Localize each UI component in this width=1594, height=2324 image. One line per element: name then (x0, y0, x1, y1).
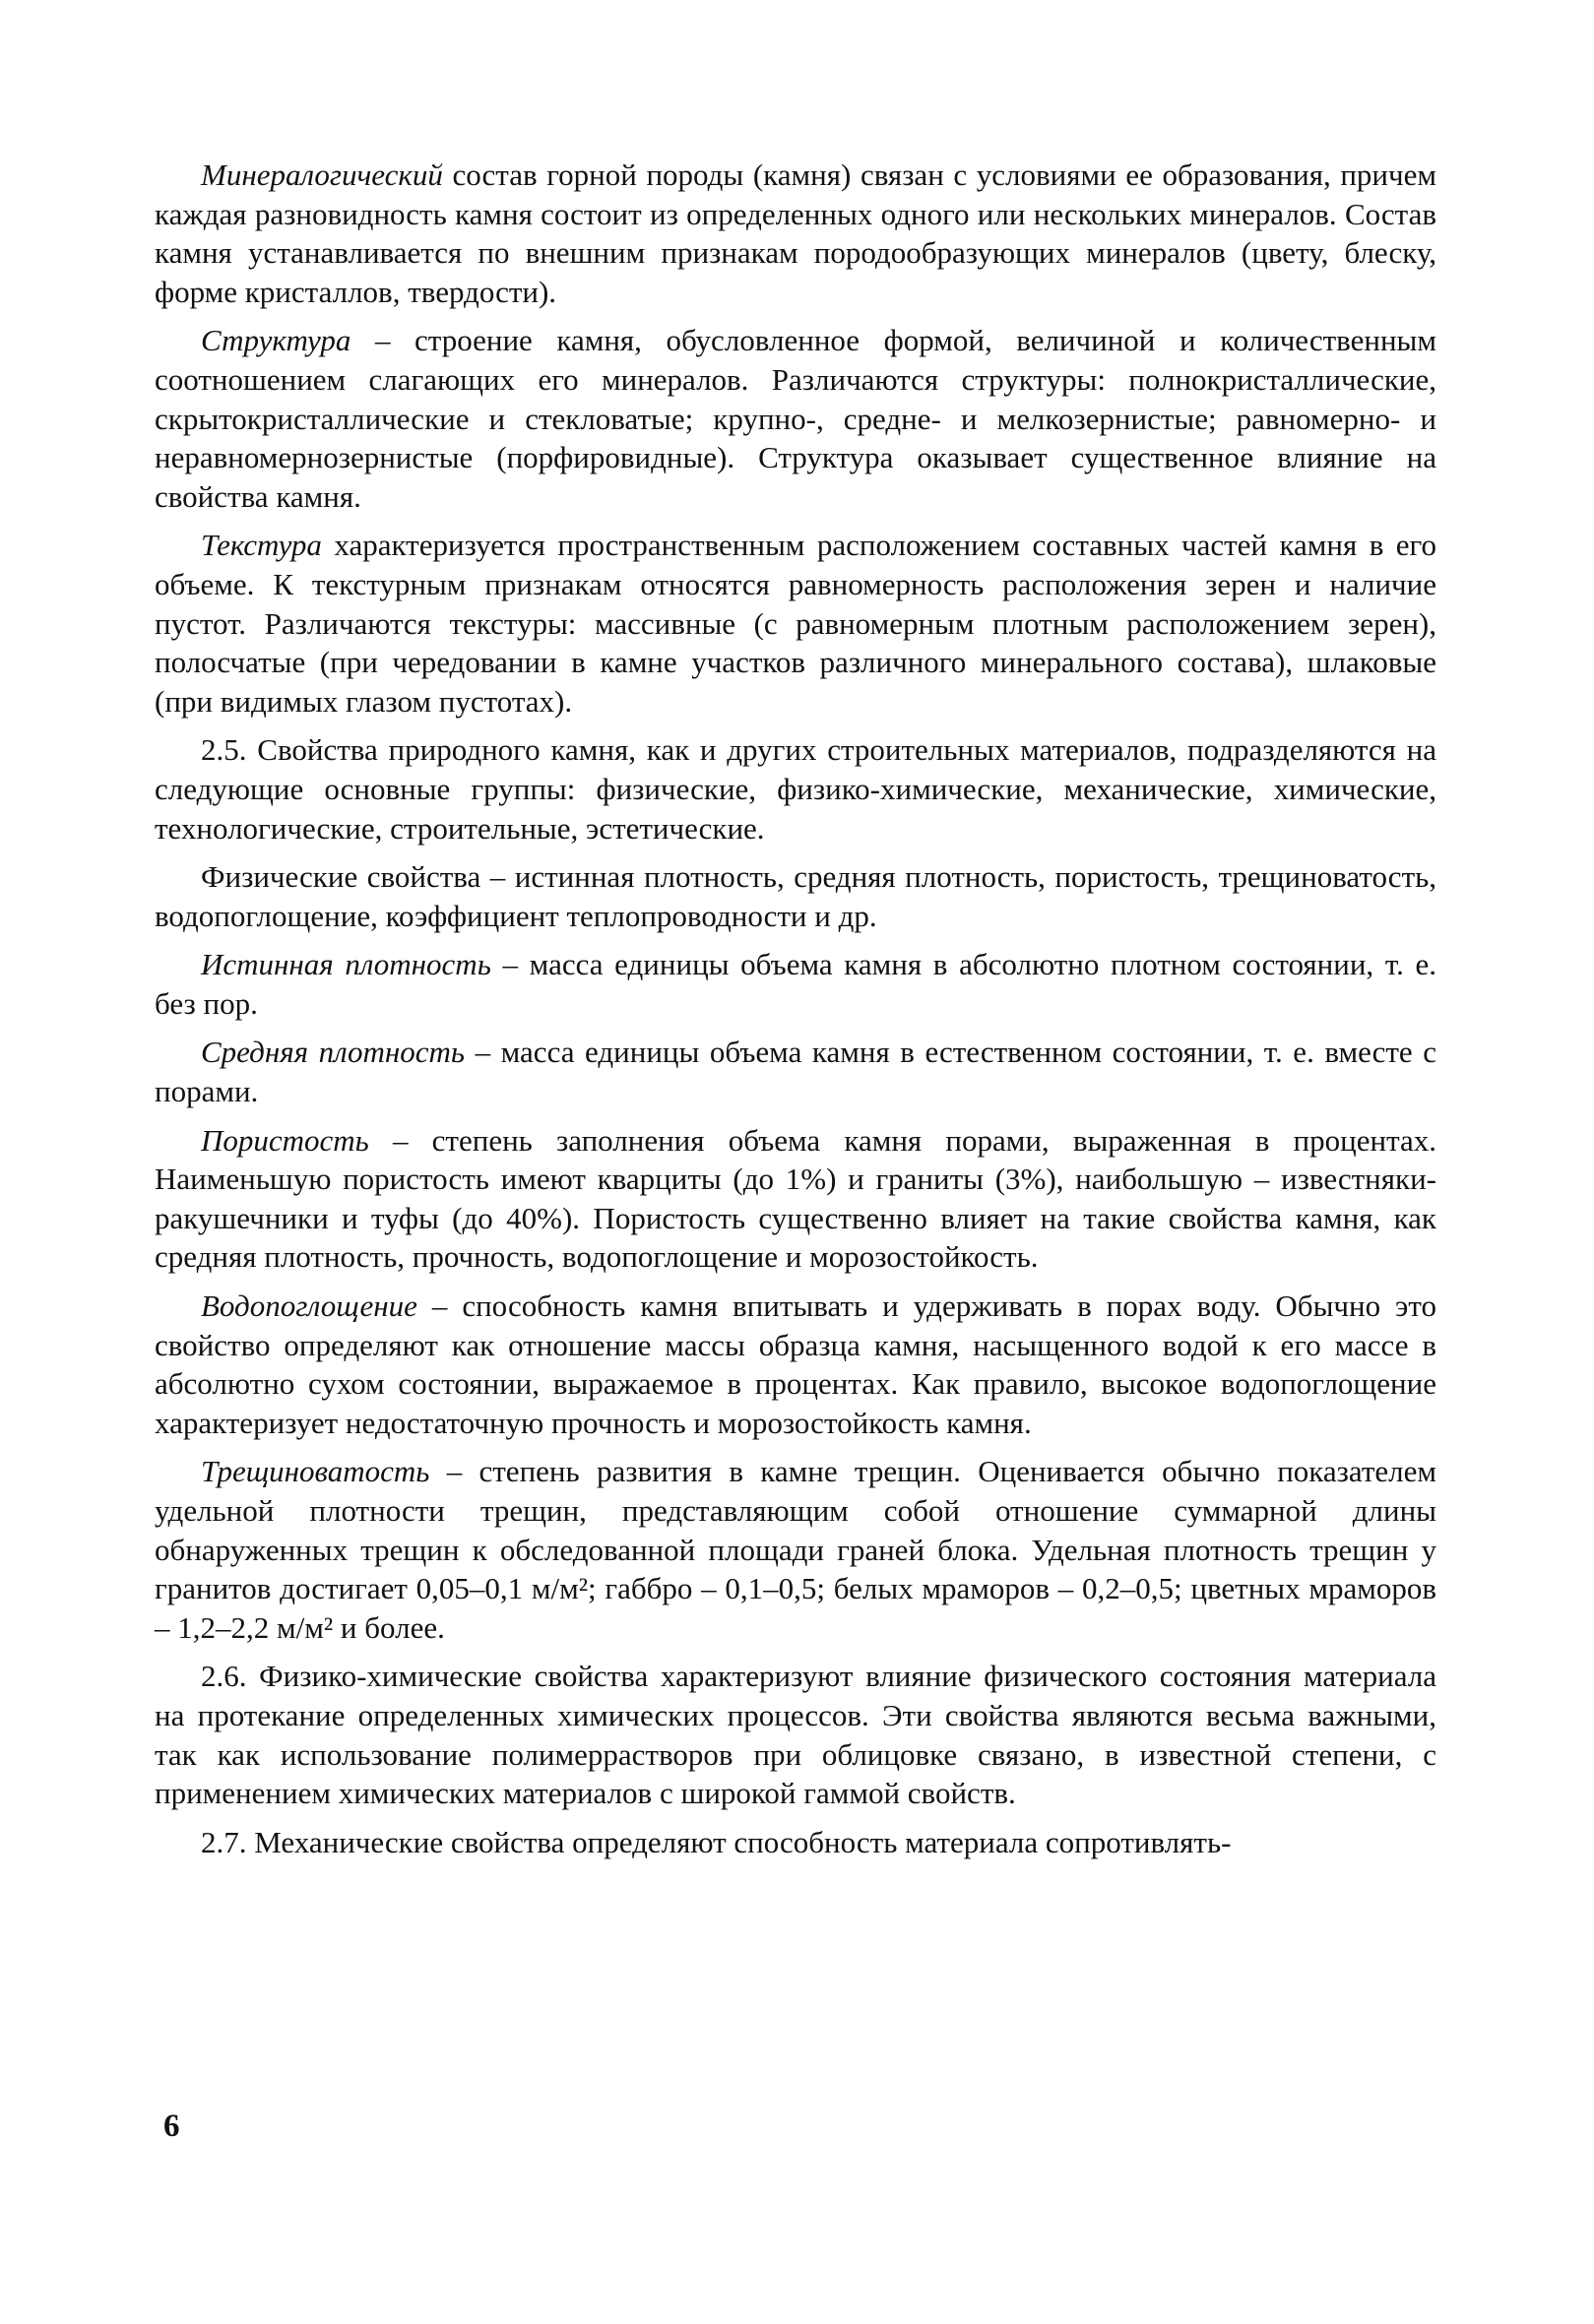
paragraph-text: 2.6. Физико-химические свойства характеризуют влияние физического состояния материала на протекание определенных химических процессов. Эти свойства являются весьма важными, так как использование полимеррастворов при облицовке связано, в известной степени, с применением химических материалов с широкой гаммой свойств. (155, 1659, 1436, 1811)
paragraph-porosity (155, 1121, 1436, 1277)
paragraph-text: – масса единицы объема камня в естественном состоянии, т. е. вместе с порами. (155, 1035, 1437, 1109)
paragraph-section-2-5 (155, 730, 1436, 848)
paragraph-average-density (155, 1033, 1436, 1110)
paragraph-physical-properties (155, 857, 1436, 935)
paragraph-text: – строение камня, обусловленное формой, величиной и количественным соотношением слагающих его минералов. Различаются структуры: полнокристаллические, скрытокристаллические и стекловатые; крупно-, средне- и мелкозернистые; равномерно- и неравномернозернистые (порфировидные). Структура оказывает существенное влияние на свойства камня. (155, 323, 1436, 514)
paragraph-text: – степень развития в камне трещин. Оценивается обычно показателем удельной плотности трещин, представляющим собой отношение суммарной длины обнаруженных трещин к обследованной площади граней блока. Удельная плотность трещин у гранитов достигает 0,05–0,1 м/м²; габбро – 0,1–0,5; белых мраморов – 0,2–0,5; цветных мраморов – 1,2–2,2 м/м² и более. (155, 1454, 1436, 1645)
paragraph-text: 2.7. Механические свойства определяют способность материала сопротивлять- (201, 1824, 1232, 1859)
paragraph-text: 2.5. Свойства природного камня, как и других строительных материалов, подразделяются на следующие основные группы: физические, физико-химические, механические, химические, технологические, строительные, эстетические. (155, 732, 1436, 846)
term-true-density: Истинная плотность (201, 947, 491, 982)
paragraph-text: состав горной породы (камня) связан с условиями ее образования, причем каждая разновидность камня состоит из определенных одного или нескольких минералов. Состав камня устанавливается по внешним признакам породообразующих минералов (цвету, блеску, форме кристаллов, твердости). (155, 157, 1436, 309)
term-structure: Структура (201, 323, 351, 358)
paragraph-text: характеризуется пространственным расположением составных частей камня в его объеме. К текстурным признакам относятся равномерность расположения зерен и наличие пустот. Различаются текстуры: массивные (с равномерным плотным расположением зерен), полосчатые (при чередовании в камне участков различного минерального состава), шлаковые (при видимых глазом пустотах). (155, 528, 1436, 719)
paragraph-true-density (155, 945, 1436, 1023)
term-mineralogical: Минералогический (201, 157, 443, 192)
paragraph-text: – степень заполнения объема камня порами, выраженная в процентах. Наименьшую пористость имеют кварциты (до 1%) и граниты (3%), наибольшую – известняки-ракушечники и туфы (до 40%). Пористость существенно влияет на такие свойства камня, как средняя плотность, прочность, водопоглощение и морозостойкость. (155, 1122, 1436, 1275)
paragraph-text: – способность камня впитывать и удерживать в порах воду. Обычно это свойство определяют как отношение массы образца камня, насыщенного водой к его массе в абсолютно сухом состоянии, выражаемое в процентах. Как правило, высокое водопоглощение характеризует недостаточную прочность и морозостойкость камня. (155, 1288, 1436, 1440)
paragraph-mineralogical (155, 156, 1436, 311)
paragraph-structure (155, 321, 1436, 516)
paragraph-text: Физические свойства – истинная плотность, средняя плотность, пористость, трещиноватость, водопоглощение, коэффициент теплопроводности и др. (155, 859, 1436, 933)
term-water-absorption: Водопоглощение (201, 1288, 417, 1324)
paragraph-water-absorption (155, 1287, 1436, 1442)
term-fracturing: Трещиноватость (201, 1454, 430, 1489)
page-body (155, 156, 1436, 1861)
page-number: 6 (163, 2108, 180, 2144)
term-porosity: Пористость (201, 1122, 369, 1158)
paragraph-texture (155, 526, 1436, 721)
term-texture: Текстура (201, 528, 322, 563)
paragraph-text: – масса единицы объема камня в абсолютно плотном состоянии, т. е. без пор. (155, 947, 1437, 1021)
paragraph-fracturing (155, 1452, 1436, 1647)
paragraph-section-2-6 (155, 1657, 1436, 1812)
paragraph-section-2-7 (155, 1823, 1436, 1862)
term-average-density: Средняя плотность (201, 1035, 466, 1070)
